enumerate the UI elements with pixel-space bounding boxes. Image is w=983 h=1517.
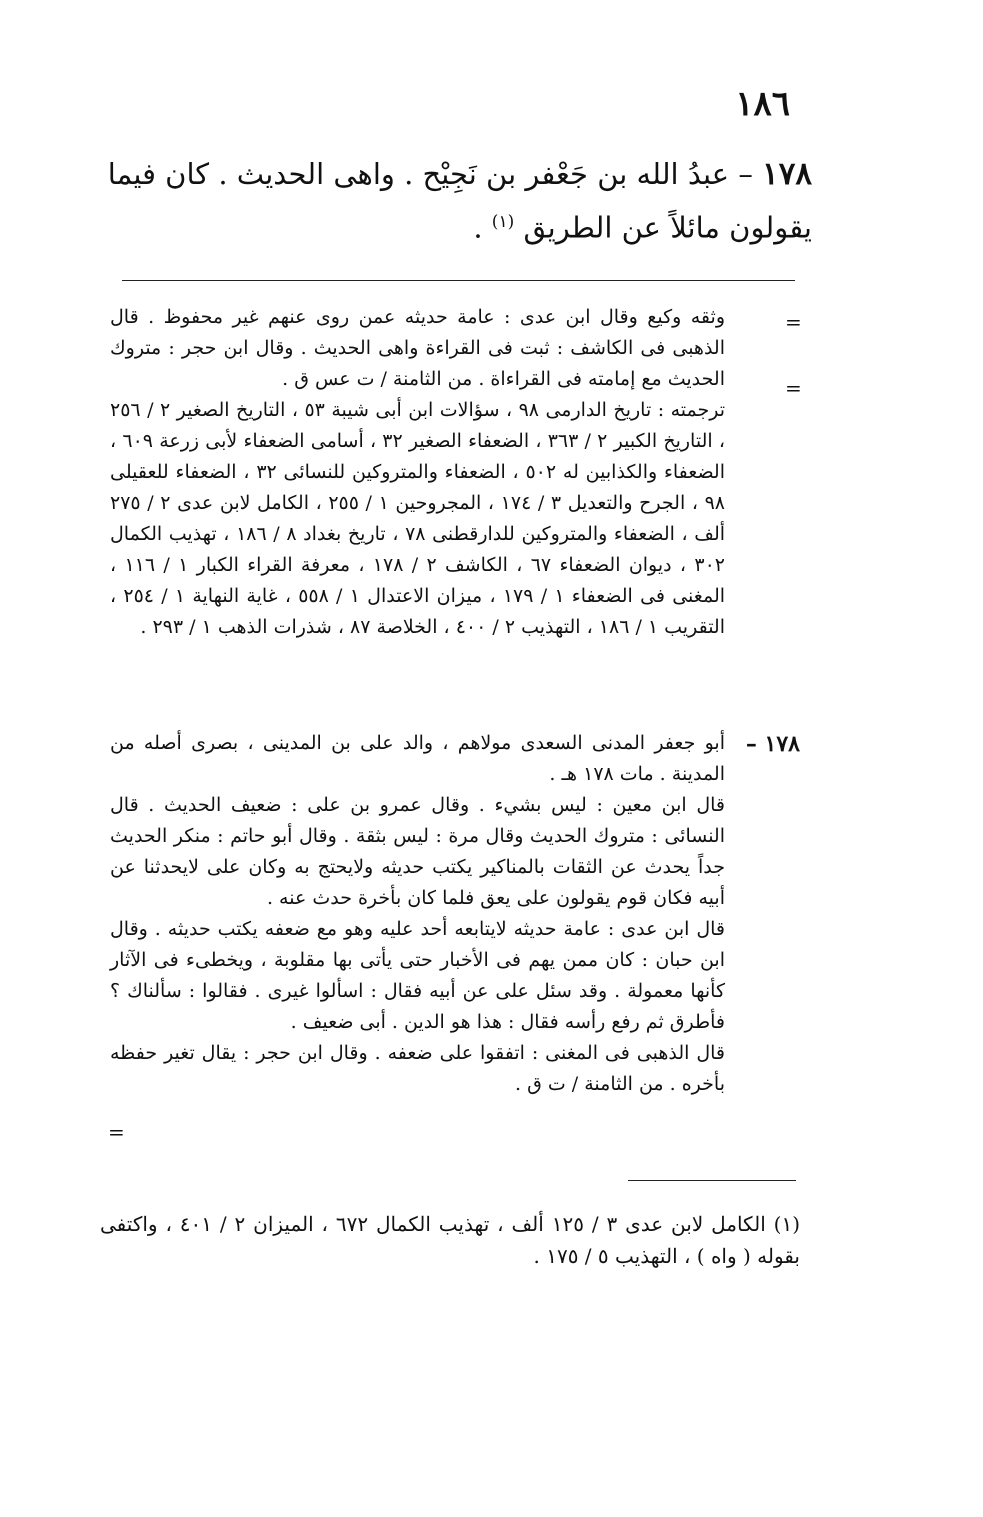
footnote-text: (١) الكامل لابن عدى ٣ / ١٢٥ ألف ، تهذيب الكمال ٦٧٢ ، الميزان ٢ / ٤٠١ ، واكتفى بقوله ( واه ) ، التهذيب ٥ / ١٧٥ . bbox=[100, 1212, 801, 1268]
continuation-mark-second: = bbox=[785, 376, 802, 400]
entry-heading-text: عبدُ الله بن جَعْفر بن نَجِيْح . واهى الحديث . كان فيما يقولون مائلاً عن الطريق bbox=[107, 157, 812, 245]
page-number: ١٨٦ bbox=[735, 84, 790, 124]
footnote-divider bbox=[628, 1180, 796, 1181]
sub-entry-number: ١٧٨ – bbox=[745, 731, 800, 757]
note-paragraph: قال الذهبى فى المغنى : اتفقوا على ضعفه . وقال ابن حجر : يقال تغير حفظه بأخره . من الثامنة / ت ق . bbox=[110, 1042, 725, 1095]
entry-heading-end: . bbox=[473, 210, 483, 245]
note-paragraph: قال ابن معين : ليس بشيء . وقال عمرو بن على : ضعيف الحديث . قال النسائى : متروك الحديث وقال مرة : ليس بثقة . وقال أبو حاتم : منكر الحديث جداً يحدث عن الثقات بالمناكير يكتب حديثه ولايحتج به وكان على لايحدثنا عن أبيه فكان قوم يقولون على يعق فلما كان بأخرة حدث عنه . bbox=[110, 794, 725, 909]
footnote bbox=[100, 1208, 800, 1272]
entry-heading-dash: – bbox=[738, 157, 753, 191]
continuation-mark-bottom: = bbox=[108, 1120, 125, 1144]
entry-heading bbox=[100, 150, 812, 252]
note-paragraph: أبو جعفر المدنى السعدى مولاهم ، والد على بن المدينى ، بصرى أصله من المدينة . مات ١٧٨ هـ . bbox=[110, 732, 725, 785]
note-paragraph: وثقه وكيع وقال ابن عدى : عامة حديثه عمن روى عنهم غير محفوظ . قال الذهبى فى الكاشف : ثبت فى القراءة واهى الحديث . وقال ابن حجر : متروك الحديث مع إمامته فى القراءاة . من الثامنة / ت عس ق . bbox=[110, 306, 725, 390]
notes-block-1 bbox=[110, 302, 725, 643]
footnote-reference: (١) bbox=[491, 212, 515, 232]
header-divider bbox=[122, 280, 795, 281]
note-paragraph: ترجمته : تاريخ الدارمى ٩٨ ، سؤالات ابن أبى شيبة ٥٣ ، التاريخ الصغير ٢ / ٢٥٦ ، التاريخ الكبير ٢ / ٣٦٣ ، الضعفاء الصغير ٣٢ ، أسامى الضعفاء لأبى زرعة ٦٠٩ ، الضعفاء والكذابين له ٥٠٢ ، الضعفاء والمتروكين للنسائى ٣٢ ، الضعفاء للعقيلى ٩٨ ، الجرح والتعديل ٣ / ١٧٤ ، المجروحين ١ / ٢٥٥ ، الكامل لابن عدى ٢ / ٢٧٥ ألف ، الضعفاء والمتروكين للدارقطنى ٧٨ ، تاريخ بغداد ٨ / ١٨٦ ، تهذيب الكمال ٣٠٢ ، ديوان الضعفاء ٦٧ ، الكاشف ٢ / ١٧٨ ، معرفة القراء الكبار ١ / ١١٦ ، المغنى فى الضعفاء ١ / ١٧٩ ، ميزان الاعتدال ١ / ٥٥٨ ، غاية النهاية ١ / ٢٥٤ ، التقريب ١ / ١٨٦ ، التهذيب ٢ / ٤٠٠ ، الخلاصة ٨٧ ، شذرات الذهب ١ / ٢٩٣ . bbox=[110, 399, 726, 638]
entry-heading-number: ١٧٨ bbox=[762, 156, 812, 192]
notes-block-2 bbox=[110, 728, 725, 1100]
note-paragraph: قال ابن عدى : عامة حديثه لايتابعه أحد عليه وهو مع ضعفه يكتب حديثه . وقال ابن حبان : كان ممن يهم فى الأخبار حتى يأتى بها مقلوبة ، ويخطىء فى الآثار كأنها معمولة . وقد سئل على عن أبيه فقال : اسألوا غيرى . فقالوا : سألناك ؟ فأطرق ثم رفع رأسه فقال : هذا هو الدين . أبى ضعيف . bbox=[110, 918, 725, 1033]
continuation-mark-top: = bbox=[785, 310, 802, 334]
